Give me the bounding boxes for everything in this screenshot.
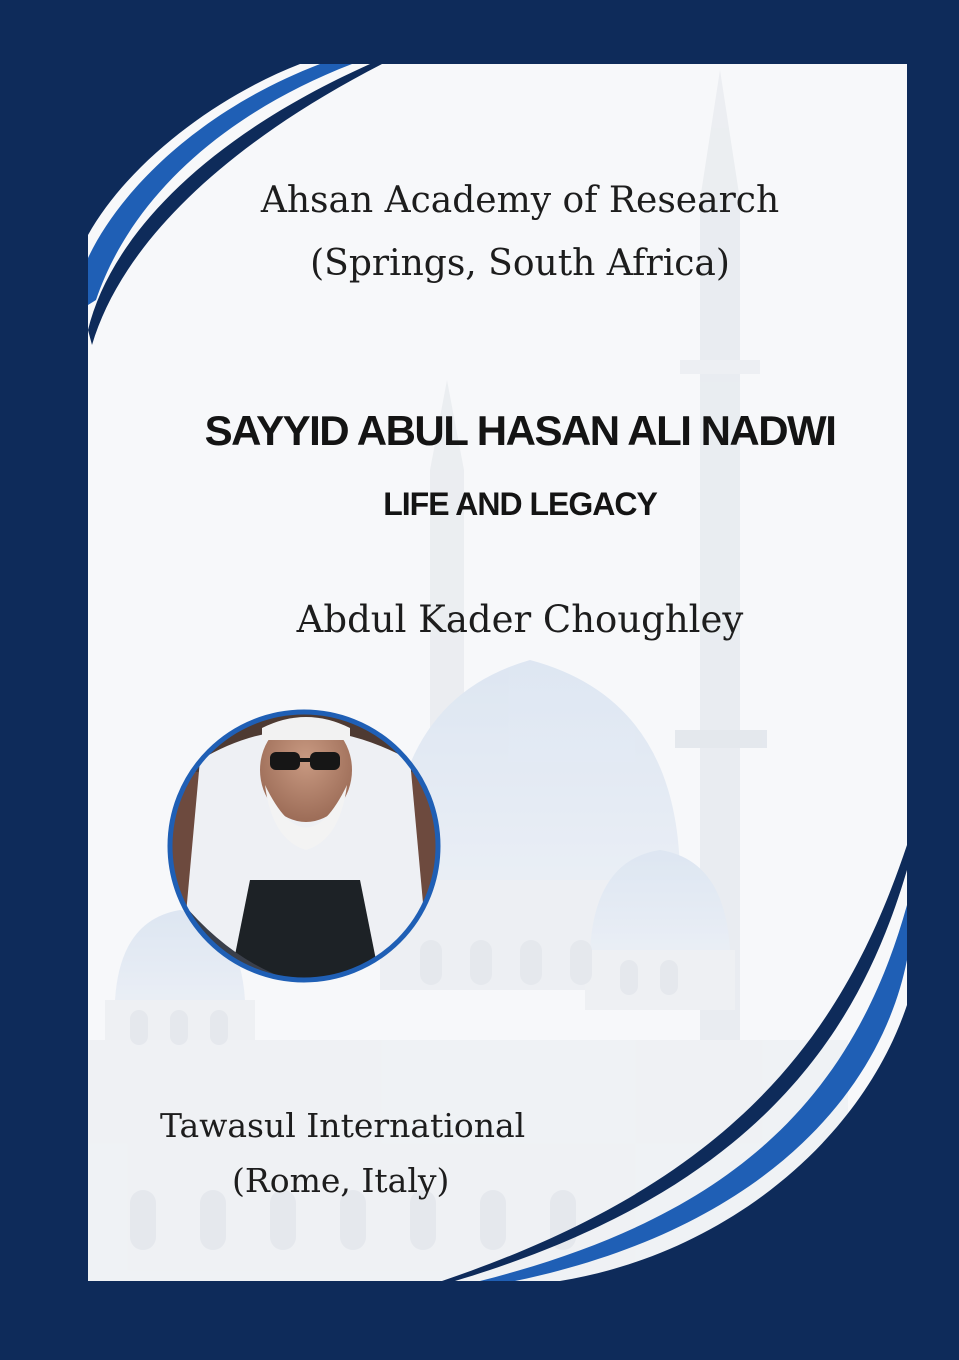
- publisher-bottom-name: Tawasul International: [160, 1106, 526, 1145]
- author-name: Abdul Kader Choughley: [296, 598, 744, 641]
- publisher-top-location: (Springs, South Africa): [310, 243, 730, 284]
- book-subtitle: LIFE AND LEGACY: [383, 486, 657, 522]
- book-title: SAYYID ABUL HASAN ALI NADWI: [204, 407, 836, 454]
- publisher-bottom-location: (Rome, Italy): [232, 1161, 450, 1200]
- publisher-top-name: Ahsan Academy of Research: [260, 180, 780, 221]
